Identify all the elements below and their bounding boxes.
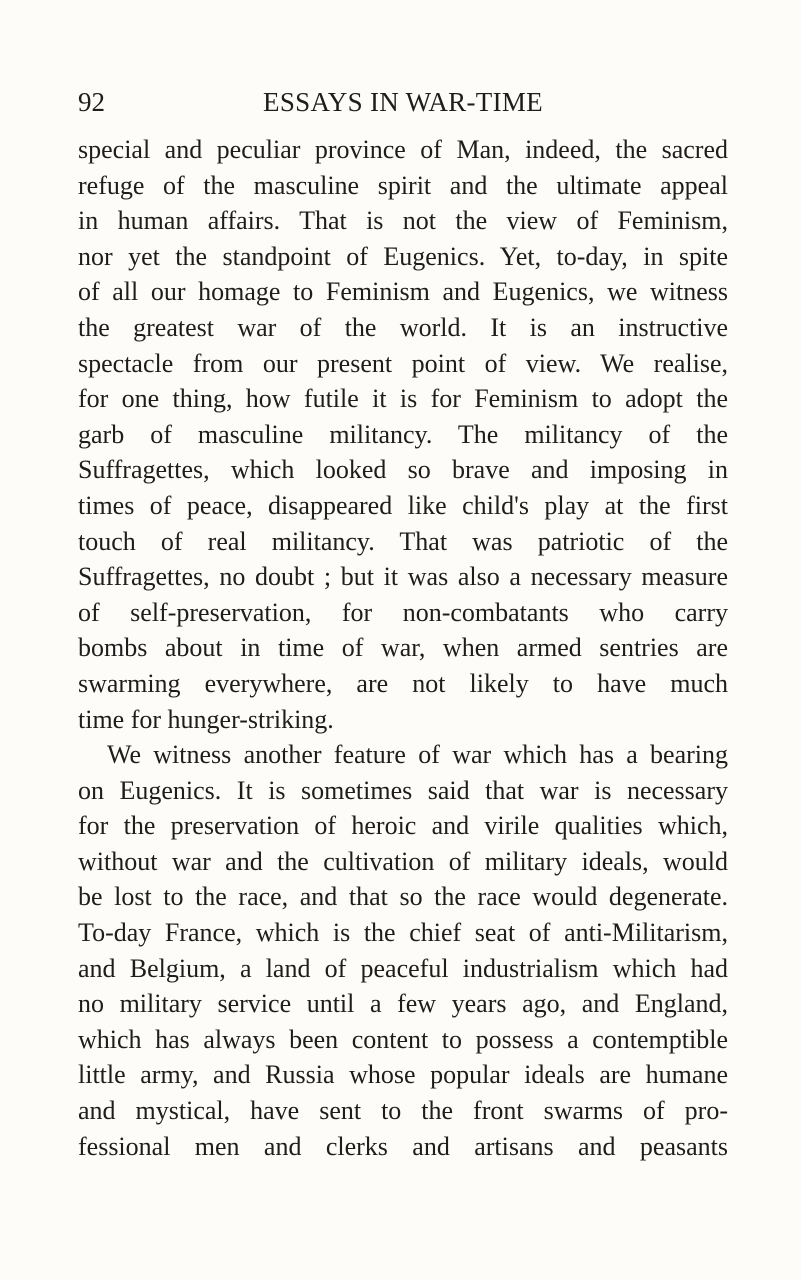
text-line: special and peculiar province of Man, indeed, the sacred xyxy=(78,135,728,164)
text-line: the greatest war of the world. It is an instructive xyxy=(78,312,728,342)
text-line: little army, and Russia whose popular ideals are humane xyxy=(78,1060,728,1090)
body-text xyxy=(78,132,728,1164)
running-head: ESSAYS IN WAR-TIME xyxy=(263,87,543,117)
text-line: nor yet the standpoint of Eugenics. Yet, to-day, in spite xyxy=(78,241,728,271)
text-line: in human affairs. That is not the view of Feminism, xyxy=(78,206,728,236)
text-line: and mystical, have sent to the front swarms of pro- xyxy=(78,1096,728,1126)
text-line: spectacle from our present point of view. We realise, xyxy=(78,348,728,378)
text-line: garb of masculine militancy. The militancy of the xyxy=(78,419,728,449)
text-line: and Belgium, a land of peaceful industrialism which had xyxy=(78,953,728,983)
text-line: Suffragettes, which looked so brave and imposing in xyxy=(78,455,728,485)
text-line: To-day France, which is the chief seat of anti-Militarism, xyxy=(78,918,728,948)
text-line: for one thing, how futile it is for Feminism to adopt the xyxy=(78,384,728,414)
text-line: Suffragettes, no doubt ; but it was also a necessary measure xyxy=(78,562,728,592)
page-number: 92 xyxy=(78,87,105,117)
paragraph-first-line: We witness another feature of war which has a bearing xyxy=(107,740,728,770)
text-line: swarming everywhere, are not likely to have much xyxy=(78,668,728,698)
text-line: of all our homage to Feminism and Eugenics, we witness xyxy=(78,277,728,307)
text-line: no military service until a few years ago, and England, xyxy=(78,989,728,1019)
page-header xyxy=(78,86,728,126)
text-line: which has always been content to possess a contemptible xyxy=(78,1024,728,1054)
text-line: be lost to the race, and that so the race would degenerate. xyxy=(78,882,728,912)
text-line: touch of real militancy. That was patriotic of the xyxy=(78,526,728,556)
text-line: without war and the cultivation of military ideals, would xyxy=(78,846,728,876)
paragraph-end-line: time for hunger-striking. xyxy=(78,704,334,734)
text-line: times of peace, disappeared like child's play at the first xyxy=(78,490,728,520)
text-line: on Eugenics. It is sometimes said that war is necessary xyxy=(78,775,728,805)
text-line: refuge of the masculine spirit and the ultimate appeal xyxy=(78,170,728,200)
text-line: fessional men and clerks and artisans and peasants xyxy=(78,1131,728,1161)
text-line: bombs about in time of war, when armed sentries are xyxy=(78,633,728,663)
text-line: of self-preservation, for non-combatants who carry xyxy=(78,597,728,627)
text-line: for the preservation of heroic and virile qualities which, xyxy=(78,811,728,841)
